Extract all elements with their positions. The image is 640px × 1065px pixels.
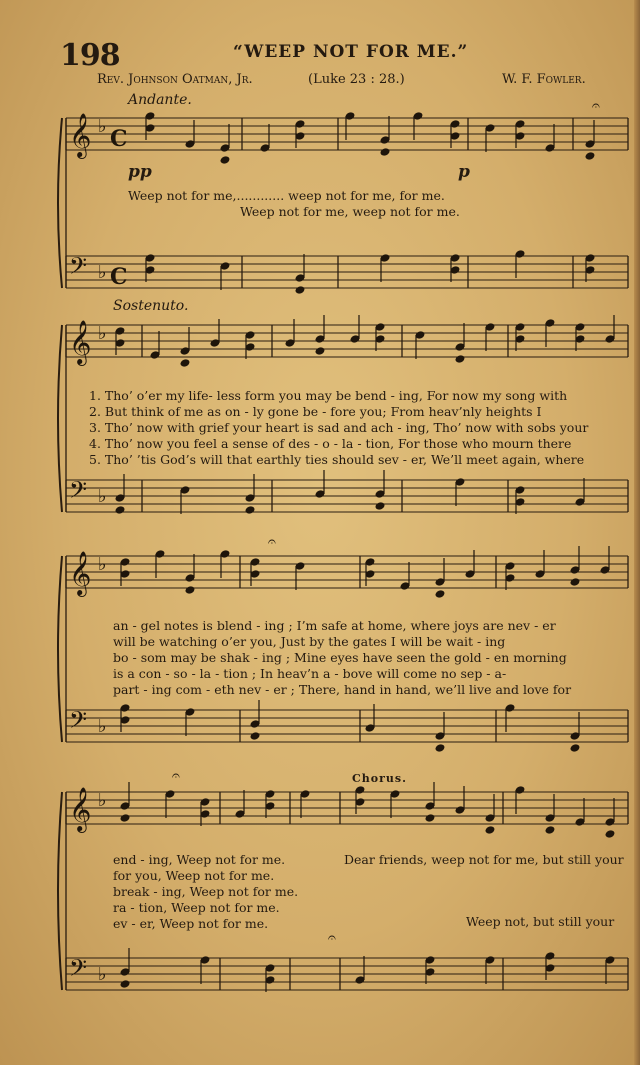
note-head [435, 743, 446, 753]
common-time-icon: C [110, 264, 128, 290]
verse-lyric-line: 4. Tho’ now you feel a sense of des - o - la - tion, For those who mourn there [89, 436, 572, 451]
chorus-lyric-line: Weep not, but still your [466, 914, 615, 929]
flat-key-signature-icon: ♭ [98, 262, 107, 283]
verse-lyric-line: 5. Tho’ ’tis God’s will that earthly ties should sev - er, We’ll meet again, where [89, 452, 585, 467]
note-head [605, 829, 616, 839]
treble-clef-icon: 𝄞 [69, 551, 92, 595]
flat-key-signature-icon: ♭ [98, 486, 107, 507]
flat-key-signature-icon: ♭ [98, 964, 107, 985]
intro-lyric-line: Weep not for me, weep not for me. [240, 204, 460, 219]
tempo-marking-sostenuto: Sostenuto. [113, 298, 189, 314]
verse-lyric-line: 1. Tho’ o’er my life- less form you may be bend - ing, For now my song with [89, 388, 568, 403]
dynamic-piano: p [458, 162, 470, 182]
note-head [545, 825, 556, 835]
system-brace [58, 325, 62, 512]
note-head [220, 155, 231, 165]
treble-staff [66, 325, 628, 357]
treble-clef-icon: 𝄞 [69, 113, 92, 157]
verse-lyric-line: is a con - so - la - tion ; In heav’n a - bove will come no sep - a- [113, 666, 507, 681]
flat-key-signature-icon: ♭ [98, 116, 107, 137]
note-head [435, 589, 446, 599]
bass-staff [66, 710, 628, 742]
note-head [425, 813, 436, 823]
fermata-icon: 𝄐 [592, 98, 600, 114]
note-head [375, 501, 386, 511]
fermata-icon: 𝄐 [328, 930, 336, 946]
note-head [485, 825, 496, 835]
treble-staff [66, 792, 628, 824]
verse-lyric-line: ra - tion, Weep not for me. [113, 900, 280, 915]
common-time-icon: C [110, 126, 128, 152]
note-head [245, 505, 256, 515]
system-brace [58, 556, 62, 742]
dynamic-pianissimo: pp [128, 162, 152, 182]
page-number: 198 [60, 38, 120, 73]
verse-lyric-line: ev - er, Weep not for me. [113, 916, 269, 931]
treble-clef-icon: 𝄞 [69, 320, 92, 364]
author: Rev. Johnson Oatman, Jr. [97, 72, 253, 87]
chorus-lyric-line: Dear friends, weep not for me, but still your [344, 852, 624, 867]
book-spine-edge [634, 0, 640, 1065]
verse-lyric-line: for you, Weep not for me. [113, 868, 275, 883]
treble-staff [66, 118, 628, 150]
intro-lyric-line: Weep not for me,............ weep not for me, for me. [128, 188, 445, 203]
verse-lyric-line: will be watching o’er you, Just by the gates I will be wait - ing [113, 634, 506, 649]
note-head [455, 354, 466, 364]
flat-key-signature-icon: ♭ [98, 323, 107, 344]
note-head [120, 813, 131, 823]
note-head [180, 358, 191, 368]
note-head [585, 151, 596, 161]
note-head [250, 731, 261, 741]
note-head [570, 577, 581, 587]
tempo-marking-andante: Andante. [128, 92, 192, 108]
note-head [570, 743, 581, 753]
bass-staff [66, 958, 628, 990]
verse-lyric-line: break - ing, Weep not for me. [113, 884, 299, 899]
verse-lyric-line: 3. Tho’ now with grief your heart is sad and ach - ing, Tho’ now with sobs your [89, 420, 589, 435]
hymn-title: “WEEP NOT FOR ME.” [233, 42, 469, 62]
fermata-icon: 𝄐 [268, 534, 276, 550]
bass-clef-icon: 𝄢 [69, 476, 88, 509]
note-head [295, 285, 306, 295]
flat-key-signature-icon: ♭ [98, 554, 107, 575]
note-head [185, 585, 196, 595]
system-brace [58, 792, 62, 990]
treble-clef-icon: 𝄞 [69, 787, 92, 831]
composer: W. F. Fowler. [502, 72, 586, 87]
verse-lyric-line: 2. But think of me as on - ly gone be - fore you; From heav’nly heights I [89, 404, 542, 419]
note-head [115, 505, 126, 515]
scripture-reference: (Luke 23 : 28.) [308, 72, 405, 87]
note-head [315, 346, 326, 356]
note-head [380, 147, 391, 157]
flat-key-signature-icon: ♭ [98, 716, 107, 737]
fermata-icon: 𝄐 [172, 768, 180, 784]
bass-clef-icon: 𝄢 [69, 954, 88, 987]
bass-staff [66, 480, 628, 512]
verse-lyric-line: bo - som may be shak - ing ; Mine eyes have seen the gold - en morning [113, 650, 567, 665]
bass-clef-icon: 𝄢 [69, 252, 88, 285]
bass-clef-icon: 𝄢 [69, 706, 88, 739]
verse-lyric-line: an - gel notes is blend - ing ; I’m safe at home, where joys are nev - er [113, 618, 556, 633]
note-head [120, 979, 131, 989]
chorus-label: Chorus. [352, 772, 407, 785]
verse-lyric-line: part - ing com - eth nev - er ; There, hand in hand, we’ll live and love for [113, 682, 572, 697]
verse-lyric-line: end - ing, Weep not for me. [113, 852, 286, 867]
system-brace [58, 118, 62, 288]
flat-key-signature-icon: ♭ [98, 790, 107, 811]
